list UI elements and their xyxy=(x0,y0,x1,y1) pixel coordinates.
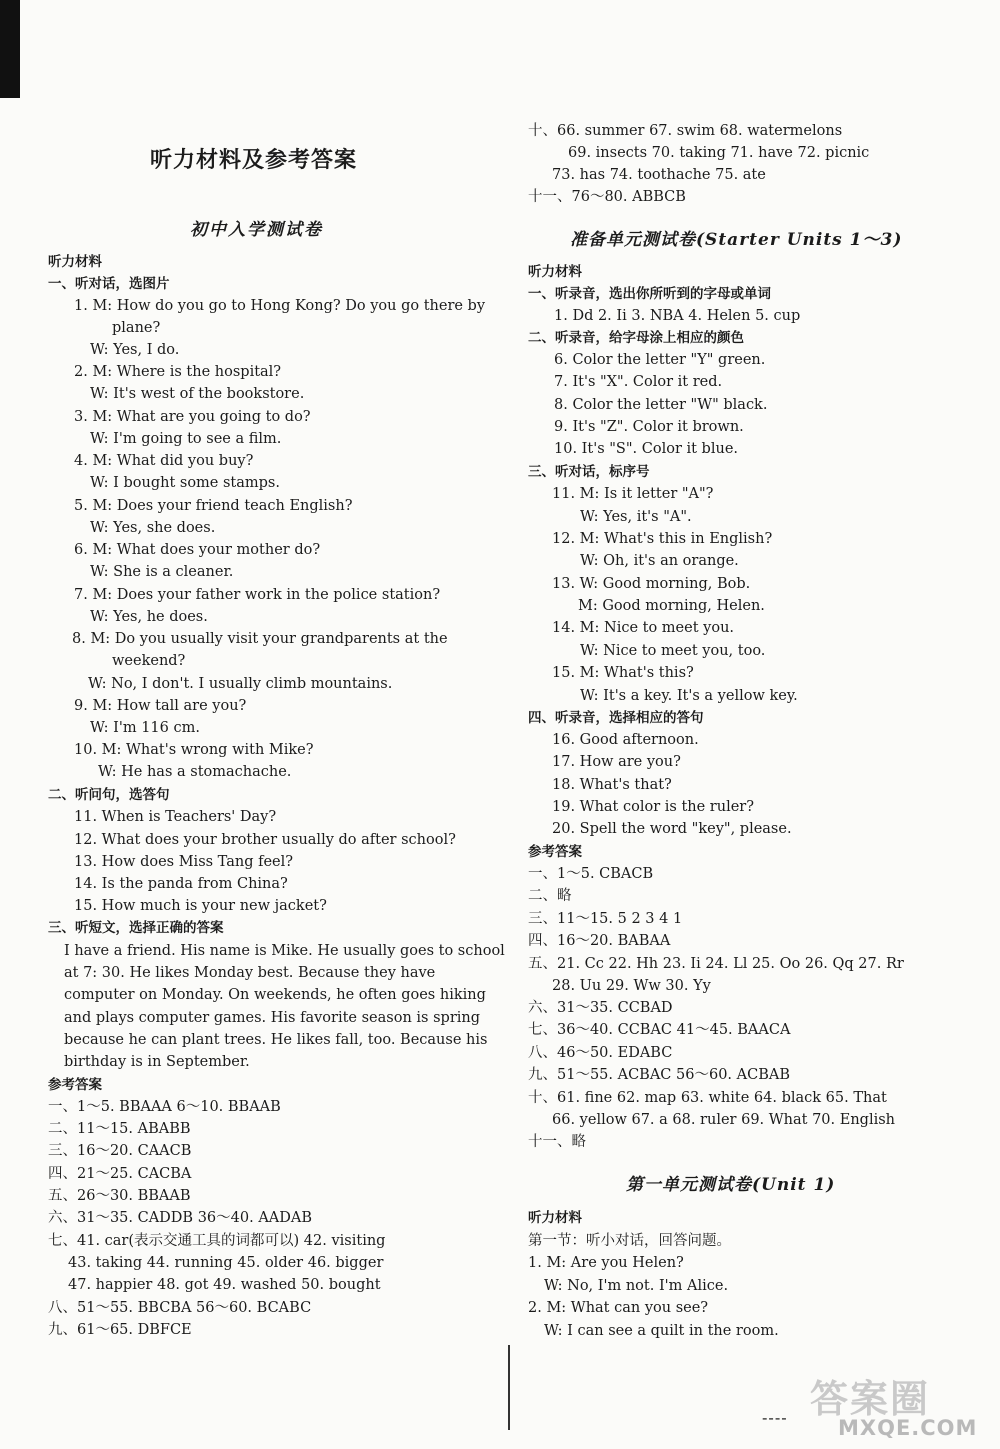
entrance-test-line: W: She is a cleaner. xyxy=(90,564,234,580)
entrance-test-answer-line: 十一、76～80. ABBCB xyxy=(528,189,686,205)
entrance-test-line: W: Yes, she does. xyxy=(90,520,216,536)
unit-1-line: W: No, I'm not. I'm Alice. xyxy=(544,1278,729,1294)
starter-units-line: 17. How are you? xyxy=(552,754,681,770)
entrance-test-line: 三、听短文，选择正确的答案 xyxy=(48,920,224,936)
entrance-test-line: 4. M: What did you buy? xyxy=(74,453,254,469)
center-fold-line xyxy=(508,1345,510,1430)
entrance-test-line: 二、11～15. ABABB xyxy=(48,1121,191,1137)
entrance-test-line: 1. M: How do you go to Hong Kong? Do you go there by xyxy=(74,298,486,314)
starter-units-line: 6. Color the letter "Y" green. xyxy=(554,352,766,368)
watermark-logo-text: 答案圈 xyxy=(810,1377,931,1421)
unit-1-line: 第一节：听小对话，回答问题。 xyxy=(528,1233,731,1249)
starter-units-line: 三、11～15. 5 2 3 4 1 xyxy=(528,911,683,927)
entrance-test-line: birthday is in September. xyxy=(64,1054,250,1070)
entrance-test-line: W: It's west of the bookstore. xyxy=(90,386,305,402)
starter-units-line: 7. It's "X". Color it red. xyxy=(554,374,723,390)
starter-units-line: W: Nice to meet you, too. xyxy=(580,643,766,659)
entrance-test-line: 二、听问句，选答句 xyxy=(48,787,170,803)
starter-units-line: 十、61. fine 62. map 63. white 64. black 65. That xyxy=(528,1090,887,1106)
starter-units-line: 九、51～55. ACBAC 56～60. ACBAB xyxy=(528,1067,790,1083)
entrance-test-line: 3. M: What are you going to do? xyxy=(74,409,311,425)
entrance-test-line: 47. happier 48. got 49. washed 50. bought xyxy=(68,1277,381,1293)
starter-units-line: 1. Dd 2. Ii 3. NBA 4. Helen 5. cup xyxy=(554,308,801,324)
entrance-test-line: 参考答案 xyxy=(48,1077,102,1093)
entrance-test-line: and plays computer games. His favorite season is spring xyxy=(64,1010,481,1026)
unit-1-line: 2. M: What can you see? xyxy=(528,1300,709,1316)
starter-units-line: 20. Spell the word "key", please. xyxy=(552,821,792,837)
entrance-test-line: 12. What does your brother usually do after school? xyxy=(74,832,456,848)
entrance-test-line: 6. M: What does your mother do? xyxy=(74,542,321,558)
section-title-unit-1: 第一单元测试卷(Unit 1) xyxy=(626,1175,836,1195)
starter-units-line: 66. yellow 67. a 68. ruler 69. What 70. English xyxy=(552,1112,896,1128)
section-title-starter-units: 准备单元测试卷(Starter Units 1～3) xyxy=(570,230,903,250)
entrance-test-line: 一、1～5. BBAAA 6～10. BBAAB xyxy=(48,1099,281,1115)
entrance-test-line: W: Yes, he does. xyxy=(90,609,208,625)
entrance-test-line: 5. M: Does your friend teach English? xyxy=(74,498,353,514)
starter-units-line: 16. Good afternoon. xyxy=(552,732,699,748)
entrance-test-answer-line: 73. has 74. toothache 75. ate xyxy=(552,167,766,183)
entrance-test-line: 7. M: Does your father work in the police station? xyxy=(74,587,441,603)
watermark-site-text: MXQE.COM xyxy=(838,1416,978,1440)
entrance-test-line: 六、31～35. CADDB 36～40. AADAB xyxy=(48,1210,313,1226)
starter-units-line: 四、听录音，选择相应的答句 xyxy=(528,710,704,726)
entrance-test-line: 14. Is the panda from China? xyxy=(74,876,288,892)
starter-units-line: 五、21. Cc 22. Hh 23. Ii 24. Ll 25. Oo 26. Qq 27. Rr xyxy=(528,956,904,972)
starter-units-line: 8. Color the letter "W" black. xyxy=(554,397,768,413)
entrance-test-line: I have a friend. His name is Mike. He usually goes to school xyxy=(64,943,505,959)
starter-units-line: 28. Uu 29. Ww 30. Yy xyxy=(552,978,711,994)
entrance-test-line: W: Yes, I do. xyxy=(90,342,180,358)
entrance-test-answer-line: 十、66. summer 67. swim 68. watermelons xyxy=(528,123,843,139)
entrance-test-line: W: No, I don't. I usually climb mountains. xyxy=(88,676,393,692)
starter-units-line: 十一、略 xyxy=(528,1134,586,1150)
entrance-test-line: W: I bought some stamps. xyxy=(90,475,280,491)
starter-units-line: 参考答案 xyxy=(528,844,582,860)
starter-units-line: 9. It's "Z". Color it brown. xyxy=(554,419,744,435)
entrance-test-line: computer on Monday. On weekends, he often goes hiking xyxy=(64,987,486,1003)
entrance-test-answer-line: 69. insects 70. taking 71. have 72. picnic xyxy=(568,145,870,161)
section-title-entrance-test: 初中入学测试卷 xyxy=(190,220,323,240)
starter-units-line: 四、16～20. BABAA xyxy=(528,933,671,949)
entrance-test-line: 15. How much is your new jacket? xyxy=(74,898,327,914)
starter-units-line: 14. M: Nice to meet you. xyxy=(552,620,735,636)
starter-units-line: 二、听录音，给字母涂上相应的颜色 xyxy=(528,330,744,346)
entrance-test-line: 七、41. car(表示交通工具的词都可以) 42. visiting xyxy=(48,1233,386,1249)
entrance-test-line: 五、26～30. BBAAB xyxy=(48,1188,191,1204)
starter-units-line: W: It's a key. It's a yellow key. xyxy=(580,688,798,704)
starter-units-line: 六、31～35. CCBAD xyxy=(528,1000,673,1016)
entrance-test-line: 一、听对话，选图片 xyxy=(48,276,170,292)
starter-units-line: 一、听录音，选出你所听到的字母或单词 xyxy=(528,286,771,302)
entrance-test-line: W: I'm 116 cm. xyxy=(90,720,200,736)
starter-units-line: 18. What's that? xyxy=(552,777,672,793)
entrance-test-line: 8. M: Do you usually visit your grandparents at the xyxy=(72,631,448,647)
starter-units-line: 13. W: Good morning, Bob. xyxy=(552,576,751,592)
starter-units-line: 七、36～40. CCBAC 41～45. BAACA xyxy=(528,1022,791,1038)
entrance-test-line: weekend? xyxy=(112,653,186,669)
entrance-test-line: 11. When is Teachers' Day? xyxy=(74,809,277,825)
entrance-test-line: 九、61～65. DBFCE xyxy=(48,1322,192,1338)
starter-units-line: 三、听对话，标序号 xyxy=(528,464,650,480)
unit-1-line: 1. M: Are you Helen? xyxy=(528,1255,684,1271)
starter-units-line: 10. It's "S". Color it blue. xyxy=(554,441,739,457)
starter-units-line: 15. M: What's this? xyxy=(552,665,694,681)
starter-units-line: M: Good morning, Helen. xyxy=(578,598,765,614)
unit-1-line: 听力材料 xyxy=(528,1210,582,1226)
starter-units-line: 19. What color is the ruler? xyxy=(552,799,754,815)
entrance-test-line: 43. taking 44. running 45. older 46. bigger xyxy=(68,1255,384,1271)
entrance-test-line: 八、51～55. BBCBA 56～60. BCABC xyxy=(48,1300,312,1316)
starter-units-line: 12. M: What's this in English? xyxy=(552,531,773,547)
footer-dashes: ---- xyxy=(762,1408,788,1427)
starter-units-line: 八、46～50. EDABC xyxy=(528,1045,673,1061)
starter-units-line: 二、略 xyxy=(528,888,572,904)
entrance-test-line: 2. M: Where is the hospital? xyxy=(74,364,282,380)
entrance-test-line: 四、21～25. CACBA xyxy=(48,1166,192,1182)
starter-units-line: W: Yes, it's "A". xyxy=(580,509,692,525)
unit-1-line: W: I can see a quilt in the room. xyxy=(544,1323,779,1339)
entrance-test-line: 三、16～20. CAACB xyxy=(48,1143,192,1159)
entrance-test-line: 听力材料 xyxy=(48,254,102,270)
starter-units-line: 11. M: Is it letter "A"? xyxy=(552,486,714,502)
scan-edge-mark xyxy=(0,0,20,98)
starter-units-line: W: Oh, it's an orange. xyxy=(580,553,739,569)
entrance-test-line: at 7: 30. He likes Monday best. Because they have xyxy=(64,965,436,981)
entrance-test-line: 13. How does Miss Tang feel? xyxy=(74,854,294,870)
entrance-test-line: because he can plant trees. He likes fall, too. Because his xyxy=(64,1032,488,1048)
entrance-test-line: W: He has a stomachache. xyxy=(98,764,292,780)
starter-units-line: 听力材料 xyxy=(528,264,582,280)
entrance-test-line: W: I'm going to see a film. xyxy=(90,431,282,447)
page-title: 听力材料及参考答案 xyxy=(150,148,358,173)
entrance-test-line: 9. M: How tall are you? xyxy=(74,698,247,714)
watermark-logo xyxy=(810,1368,995,1443)
entrance-test-line: 10. M: What's wrong with Mike? xyxy=(74,742,314,758)
starter-units-line: 一、1～5. CBACB xyxy=(528,866,654,882)
entrance-test-line: plane? xyxy=(112,320,161,336)
